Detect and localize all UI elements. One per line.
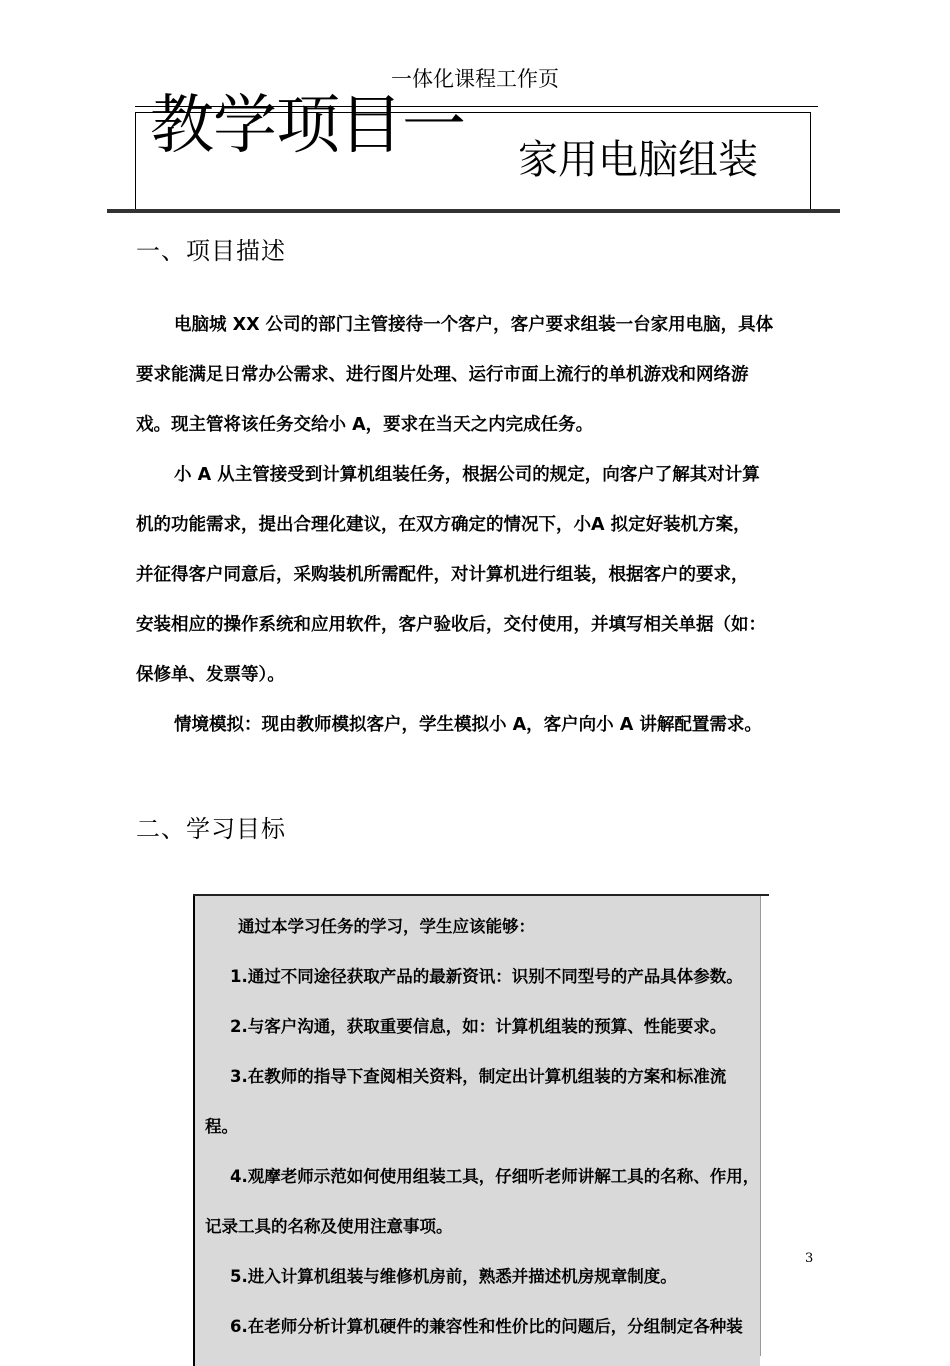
text-line: 电脑城 XX 公司的部门主管接待一个客户，客户要求组装一台家用电脑，具体 bbox=[174, 315, 774, 335]
goal-item: 6.在老师分析计算机硬件的兼容性和性价比的问题后，分组制定各种装 bbox=[230, 1317, 743, 1336]
goal-item: 1.通过不同途径获取产品的最新资讯：识别不同型号的产品具体参数。 bbox=[230, 967, 743, 986]
learning-goals-list bbox=[205, 902, 760, 1352]
section-heading-description: 一、项目描述 bbox=[136, 237, 286, 265]
text-line: 戏。现主管将该任务交给小 A，要求在当天之内完成任务。 bbox=[136, 415, 594, 435]
text-line: 安装相应的操作系统和应用软件，客户验收后，交付使用，并填写相关单据（如： bbox=[136, 615, 766, 635]
goal-item: 3.在教师的指导下查阅相关资料，制定出计算机组装的方案和标准流 bbox=[230, 1067, 727, 1086]
goal-box-edge bbox=[760, 896, 770, 1356]
goal-item-continuation: 记录工具的名称及使用注意事项。 bbox=[205, 1217, 453, 1236]
page-number: 3 bbox=[805, 1251, 814, 1266]
paragraph-scenario bbox=[136, 300, 824, 750]
text-line: 要求能满足日常办公需求、进行图片处理、运行市面上流行的单机游戏和网络游 bbox=[136, 365, 749, 385]
text-line: 保修单、发票等）。 bbox=[136, 665, 285, 685]
project-title: 教学项目一 bbox=[150, 89, 465, 163]
goal-item-continuation: 程。 bbox=[205, 1117, 238, 1136]
page-header: 一体化课程工作页 bbox=[391, 67, 559, 91]
project-subtitle: 家用电脑组装 bbox=[518, 137, 758, 183]
goal-item: 5.进入计算机组装与维修机房前，熟悉并描述机房规章制度。 bbox=[230, 1267, 677, 1286]
text-line: 情境模拟：现由教师模拟客户，学生模拟小 A，客户向小 A 讲解配置需求。 bbox=[174, 715, 762, 735]
section-heading-goals: 二、学习目标 bbox=[136, 815, 286, 843]
text-line: 小 A 从主管接受到计算机组装任务，根据公司的规定，向客户了解其对计算 bbox=[174, 465, 760, 485]
goals-intro: 通过本学习任务的学习，学生应该能够： bbox=[238, 917, 535, 936]
text-line: 机的功能需求，提出合理化建议，在双方确定的情况下，小A 拟定好装机方案， bbox=[136, 515, 751, 535]
title-underline bbox=[107, 209, 840, 213]
goal-item: 2.与客户沟通，获取重要信息，如：计算机组装的预算、性能要求。 bbox=[230, 1017, 727, 1036]
goal-item: 4.观摩老师示范如何使用组装工具，仔细听老师讲解工具的名称、作用， bbox=[230, 1167, 760, 1186]
text-line: 并征得客户同意后，采购装机所需配件，对计算机进行组装，根据客户的要求， bbox=[136, 565, 749, 585]
